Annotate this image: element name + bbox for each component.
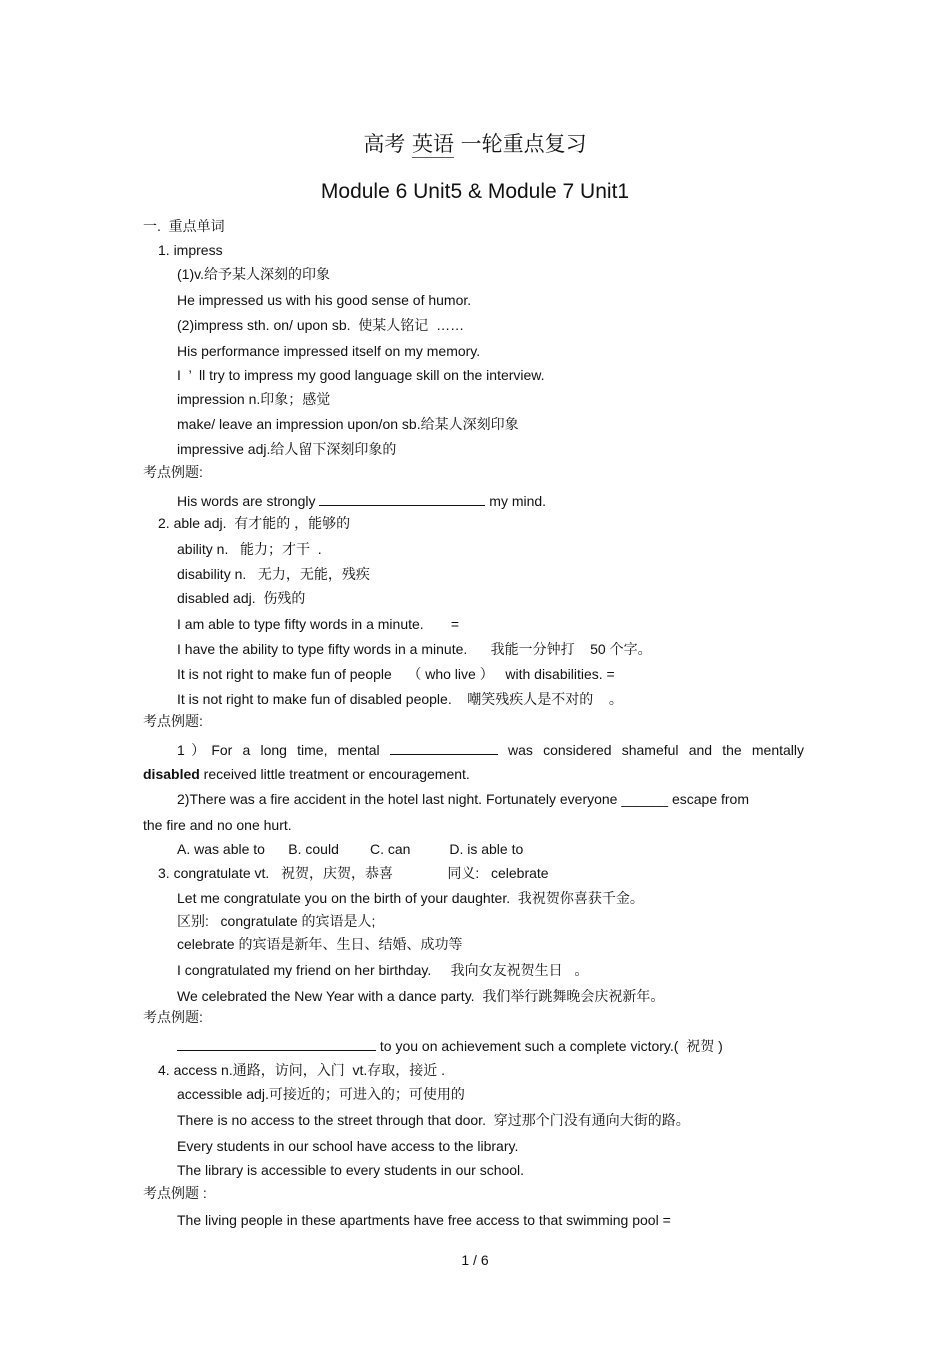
exercise-options: A. was able to B. could C. can D. is able to (177, 841, 524, 857)
word-line: His performance impressed itself on my memory. (177, 343, 481, 359)
exercise-text: was considered shameful and the mentally (497, 742, 804, 758)
exam-label: 考点例题 : (143, 1185, 207, 1201)
exercise-text: my mind. (485, 493, 547, 509)
word-line: impression n.印象；感觉 (177, 391, 331, 407)
word-line: disabled adj. 伤残的 (177, 590, 306, 606)
answer-blank[interactable] (390, 740, 498, 755)
exercise-line: the fire and no one hurt. (143, 817, 292, 833)
word-heading: 4. access n.通路，访问，入门 vt.存取，接近 . (158, 1062, 446, 1078)
word-line: I congratulated my friend on her birthday. 我向女友祝贺生日 。 (177, 962, 589, 978)
word-line: There is no access to the street through that door. 穿过那个门没有通向大街的路。 (177, 1112, 690, 1128)
word-line: The library is accessible to every students in our school. (177, 1162, 525, 1178)
word-line: We celebrated the New Year with a dance party. 我们举行跳舞晚会庆祝新年。 (177, 988, 665, 1004)
word-line: 区别: congratulate 的宾语是人; (177, 913, 376, 929)
exercise-text: 1）For a long time, mental (177, 742, 390, 758)
exercise-text: His words are strongly (177, 493, 320, 509)
exercise-line (143, 765, 470, 783)
answer-blank[interactable] (319, 491, 485, 506)
word-line: I ’ ll try to impress my good language skill on the interview. (177, 367, 545, 383)
title-text-end: 一轮重点复习 (454, 132, 587, 156)
word-line: impressive adj.给人留下深刻印象的 (177, 441, 397, 457)
exercise-line: 2)There was a fire accident in the hotel last night. Fortunately everyone ______ escape from (177, 791, 749, 807)
title-link[interactable]: 英语 (412, 132, 454, 156)
word-line: I have the ability to type fifty words in a minute. 我能一分钟打 50 个字。 (177, 641, 652, 657)
word-line: accessible adj.可接近的；可进入的；可使用的 (177, 1086, 465, 1102)
word-line: (2)impress sth. on/ upon sb. 使某人铭记 …… (177, 317, 465, 333)
word-line: celebrate 的宾语是新年、生日、结婚、成功等 (177, 936, 463, 952)
exercise-line (177, 1036, 723, 1055)
exam-label: 考点例题: (143, 713, 203, 729)
word-line: Let me congratulate you on the birth of your daughter. 我祝贺你喜获千金。 (177, 890, 644, 906)
word-line: (1)v.给予某人深刻的印象 (177, 266, 330, 282)
word-line: It is not right to make fun of people （ who live ） with disabilities. = (177, 666, 615, 682)
exercise-line (177, 740, 804, 759)
exam-label: 考点例题: (143, 464, 203, 480)
word-heading: 3. congratulate vt. 祝贺，庆贺，恭喜 同义: celebrate (158, 865, 549, 881)
word-heading: 1. impress (158, 242, 223, 258)
document-subtitle: Module 6 Unit5 & Module 7 Unit1 (320, 180, 630, 203)
answer-blank[interactable] (177, 1036, 376, 1051)
title-text: 高考 (363, 132, 412, 156)
word-line: make/ leave an impression upon/on sb.给某人深刻印象 (177, 416, 519, 432)
page-number: 1 / 6 (461, 1252, 489, 1268)
word-line: He impressed us with his good sense of humor. (177, 292, 472, 308)
exercise-line (177, 491, 546, 510)
word-line: It is not right to make fun of disabled people. 嘲笑残疾人是不对的 。 (177, 691, 623, 707)
exercise-line: The living people in these apartments have free access to that swimming pool = (177, 1212, 671, 1228)
exercise-text: to you on achievement such a complete victory.( 祝贺 ) (376, 1038, 723, 1054)
section-heading: 一. 重点单词 (143, 218, 225, 234)
exam-label: 考点例题: (143, 1009, 203, 1025)
word-line: ability n. 能力；才干 . (177, 541, 322, 557)
word-line: I am able to type fifty words in a minute. = (177, 616, 460, 632)
exercise-text: received little treatment or encouragement. (199, 766, 470, 782)
word-line: Every students in our school have access to the library. (177, 1138, 519, 1154)
exercise-bold-text: disabled (143, 766, 200, 782)
word-line: disability n. 无力，无能，残疾 (177, 566, 370, 582)
word-heading: 2. able adj. 有才能的 ，能够的 (158, 515, 351, 531)
document-title (0, 128, 950, 158)
